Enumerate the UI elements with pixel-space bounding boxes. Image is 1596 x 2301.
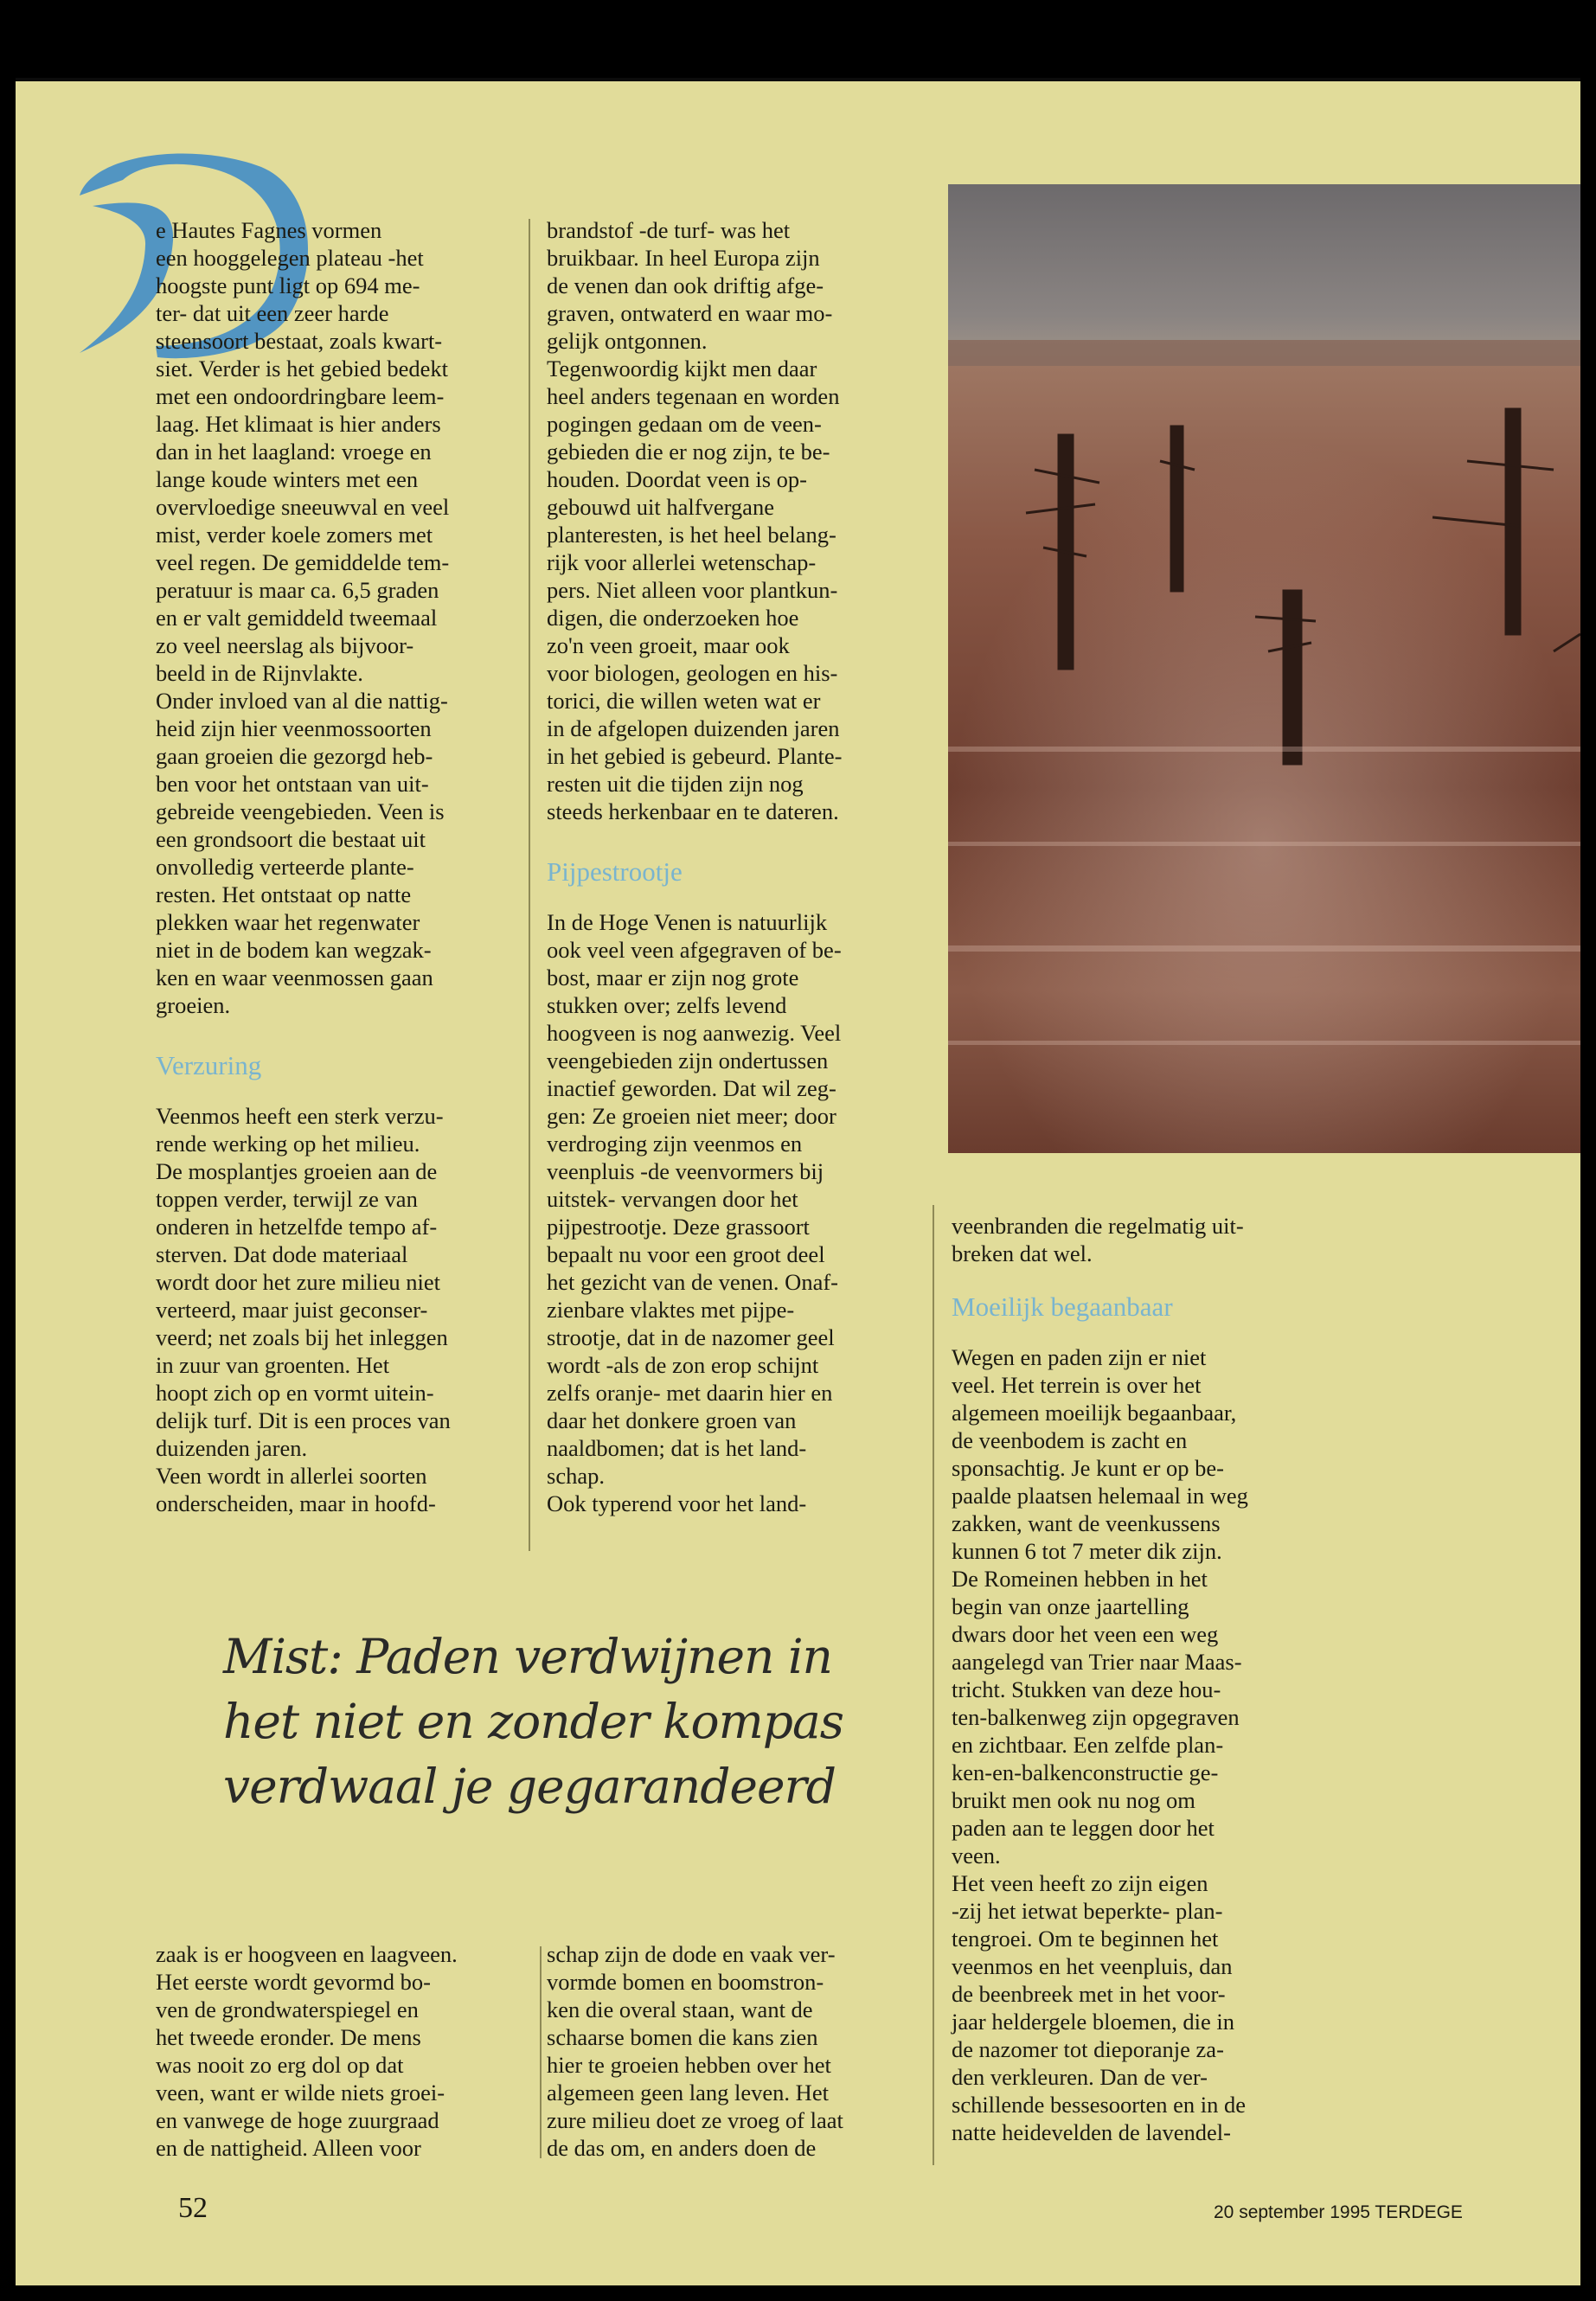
column-divider <box>529 219 530 1551</box>
pull-quote <box>223 1625 1002 1819</box>
paragraph: schap zijn de dode en vaak ver- vormde bomen en boomstron- ken die overal staan, want de schaarse bomen die kans zien hier te groeien hebben over het algemeen geen lang leven. Het zure milieu doet ze vroeg of laat de das om, en anders doen de <box>547 1941 843 2161</box>
paragraph: brandstof -de turf- was het bruikbaar. In heel Europa zijn de venen dan ook driftig afge- graven, ontwaterd en waar mo- gelijk ontgonnen. <box>547 217 833 354</box>
magazine-page <box>16 16 1580 2285</box>
intro-paragraph: e Hautes Fagnes vormen een hooggelegen plateau -het hoogste punt ligt op 694 me- ter- dat uit een zeer harde steensoort bestaat, zoals kwart- siet. Verder is het gebied bedekt met een ondoordringbare leem- laag. Het klimaat is hier anders dan in het laagland: vroege en lange koude winters met een overvloedige sneeuwval en veel mist, verder koele zomers met veel regen. De gemiddelde tem- peratuur is maar ca. 6,5 graden en er valt gemiddeld tweemaal zo veel neerslag als bijvoor- beeld in de Rijnvlakte. <box>156 217 450 686</box>
paragraph: Veen wordt in allerlei soorten onderscheiden, maar in hoofd- <box>156 1463 436 1516</box>
pull-quote-text: Mist: Paden verdwijnen in het niet en zonder kompas verdwaal je gegarandeerd <box>223 1629 844 1814</box>
bottom-column-1 <box>156 1940 545 2162</box>
moor-landscape-image <box>948 184 1580 1153</box>
moor-photo <box>948 184 1580 1153</box>
column-divider <box>540 1946 542 2158</box>
column-3 <box>952 1212 1324 2146</box>
bottom-column-2 <box>547 1940 936 2162</box>
column-2 <box>547 216 936 1517</box>
paragraph: Ook typerend voor het land- <box>547 1490 807 1516</box>
issue-footer: 20 september 1995 TERDEGE <box>1214 2202 1463 2222</box>
paragraph: veenbranden die regelmatig uit- breken dat wel. <box>952 1213 1244 1266</box>
column-1 <box>156 216 519 1517</box>
page-number: 52 <box>178 2192 208 2224</box>
section-heading-verzuring: Verzuring <box>156 1050 262 1080</box>
section-heading-pijpestrootje: Pijpestrootje <box>547 856 683 887</box>
top-rule <box>16 78 1580 81</box>
paragraph: Veenmos heeft een sterk verzu- rende werking op het milieu. De mosplantjes groeien aan de toppen verder, terwijl ze van onderen in hetzelfde tempo af- sterven. Dat dode materiaal wordt door het zure milieu niet verteerd, maar juist geconser- veerd; net zoals bij het inleggen in zuur van groenten. Het hoopt zich op en vormt uitein- delijk turf. Dit is een proces van duizenden jaren. <box>156 1103 451 1461</box>
paragraph: Wegen en paden zijn er niet veel. Het terrein is over het algemeen moeilijk begaanbaar, de veenbodem is zacht en sponsachtig. Je kunt er op be- paalde plaatsen helemaal in weg zakken, want de veenkussens kunnen 6 tot 7 meter dik zijn. De Romeinen hebben in het begin van onze jaartelling dwars door het veen een weg aangelegd van Trier naar Maas- tricht. Stukken van deze hou- ten-balkenweg zijn opgegraven en zichtbaar. Een zelfde plan- ken-en-balkenconstructie ge- bruikt men ook nu nog om paden aan te leggen door het veen. <box>952 1344 1248 1868</box>
paragraph: Tegenwoordig kijkt men daar heel anders tegenaan en worden pogingen gedaan om de veen- gebieden die er nog zijn, te be- houden. Doordat veen is op- gebouwd uit halfvergane planteresten, is het heel belang- rijk voor allerlei wetenschap- pers. Niet alleen voor plantkun- digen, die onderzoeken hoe zo'n veen groeit, maar ook voor biologen, geologen en his- torici, die willen weten wat er in de afgelopen duizenden jaren in het gebied is gebeurd. Plante- resten uit die tijden zijn nog steeds herkenbaar en te dateren. <box>547 356 843 824</box>
section-heading-moeilijk-begaanbaar: Moeilijk begaanbaar <box>952 1292 1173 1322</box>
paragraph: In de Hoge Venen is natuurlijk ook veel veen afgegraven of be- bost, maar er zijn nog grote stukken over; zelfs levend hoogveen is nog aanwezig. Veel veengebieden zijn ondertussen inactief geworden. Dat wil zeg- gen: Ze groeien niet meer; door verdroging zijn veenmos en veenpluis -de veenvormers bij uitstek- vervangen door het pijpestrootje. Deze grassoort bepaalt nu voor een groot deel het gezicht van de venen. Onaf- zienbare vlaktes met pijpe- strootje, dat in de nazomer geel wordt -als de zon erop schijnt zelfs oranje- met daarin hier en daar het donkere groen van naaldbomen; dat is het land- schap. <box>547 909 842 1489</box>
paragraph: zaak is er hoogveen en laagveen. Het eerste wordt gevormd bo- ven de grondwaterspiegel en het tweede eronder. De mens was nooit zo erg dol op dat veen, want er wilde niets groei- en vanwege de hoge zuurgraad en de nattigheid. Alleen voor <box>156 1941 458 2161</box>
top-black-band <box>16 16 1580 78</box>
paragraph: Onder invloed van al die nattig- heid zijn hier veenmossoorten gaan groeien die gezorgd heb- ben voor het ontstaan van uit- gebreide veengebieden. Veen is een grondsoort die bestaat uit onvolledig verteerde plante- resten. Het ontstaat op natte plekken waar het regenwater niet in de bodem kan wegzak- ken en waar veenmossen gaan groeien. <box>156 688 448 1018</box>
paragraph: Het veen heeft zo zijn eigen -zij het ietwat beperkte- plan- tengroei. Om te beginnen het veenmos en het veenpluis, dan de beenbreek met in het voor- jaar heldergele bloemen, die in de nazomer tot dieporanje za- den verkleuren. Dan de ver- schillende bessesoorten en in de natte heidevelden de lavendel- <box>952 1870 1246 2145</box>
